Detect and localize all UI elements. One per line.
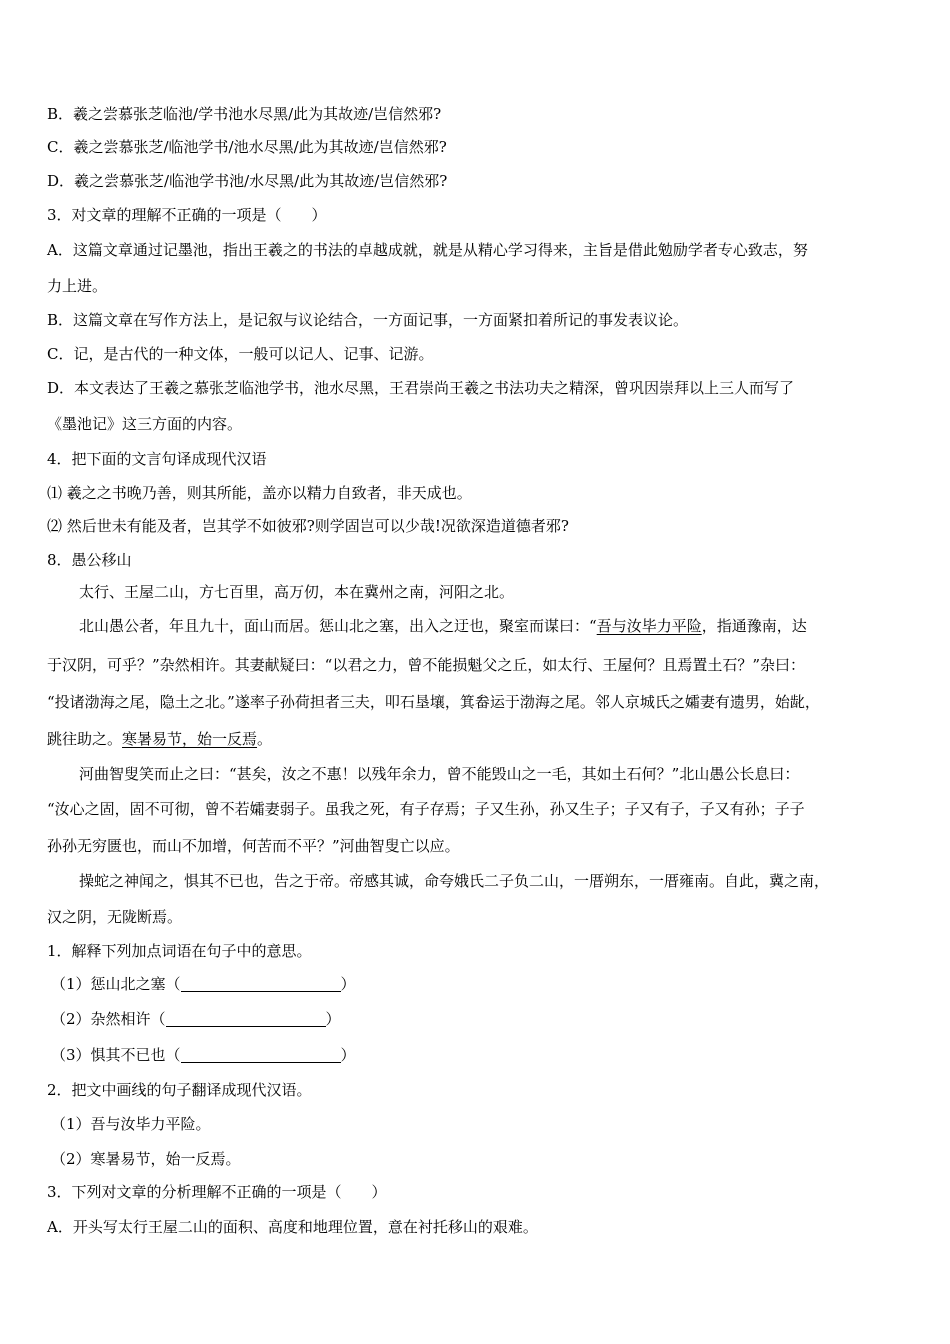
q8-3-option-a: A．开头写太行王屋二山的面积、高度和地理位置，意在衬托移山的艰难。 [47,1218,538,1236]
q3-option-c: C．记，是古代的一种文体，一般可以记人、记事、记游。 [47,345,434,363]
passage-para-2-line2: 于汉阴，可乎？”杂然相许。其妻献疑曰：“以君之力，曾不能损魁父之丘，如太行、王屋何？且焉置土石？”杂曰： [47,656,806,674]
q2-option-d: D．羲之尝慕张芝/临池学书池/水尽黑/此为其故迹/岂信然邪? [47,172,448,190]
q3-option-b: B．这篇文章在写作方法上，是记叙与议论结合，一方面记事，一方面紧扣着所记的事发表议论。 [47,311,689,329]
passage-para-4-line1: 操蛇之神闻之，惧其不已也，告之于帝。帝感其诚，命夸娥氏二子负二山，一厝朔东，一厝雍南。自此，冀之南， [79,872,830,890]
passage-para-3-line3: 孙孙无穷匮也，而山不加增，何苦而不平？”河曲智叟亡以应。 [47,837,460,855]
q8-1-item-1 [51,974,356,994]
passage-para-3-line1: 河曲智叟笑而止之曰：“甚矣，汝之不惠！以残年余力，曾不能毁山之一毛，其如土石何？”北山愚公长息曰： [79,765,800,783]
passage-text: 跳往助之。 [47,730,123,748]
item-close: ） [340,975,356,993]
q8-title: 8．愚公移山 [47,551,132,569]
item-close: ） [340,1046,356,1064]
q2-option-c: C．羲之尝慕张芝/临池学书/池水尽黑/此为其故迹/岂信然邪? [47,138,447,156]
item-text: （3）惧其不已也（ [51,1046,181,1064]
q8-2-item-2: （2）寒暑易节，始一反焉。 [51,1150,241,1168]
item-close: ） [325,1010,341,1028]
q3-option-a-line1: A．这篇文章通过记墨池，指出王羲之的书法的卓越成就，就是从精心学习得来，主旨是借此勉励学者专心致志，努 [47,241,808,259]
q3-stem: 3．对文章的理解不正确的一项是（ ） [47,206,327,224]
passage-text: 。 [257,730,273,748]
q4-sentence-1: ⑴ 羲之之书晚乃善，则其所能，盖亦以精力自致者，非天成也。 [47,484,472,502]
passage-para-3-line2: “汝心之固，固不可彻，曾不若孀妻弱子。虽我之死，有子存焉；子又生孙，孙又生子；子又有子，子又有孙；子子 [47,800,805,818]
passage-para-2-line1 [79,616,807,636]
q3-option-a-line2: 力上进。 [47,277,108,295]
answer-blank[interactable] [181,1048,341,1063]
passage-para-2-line4 [47,729,272,749]
answer-blank[interactable] [166,1012,326,1027]
underlined-sentence-2: 寒暑易节，始一反焉 [122,730,258,748]
passage-text: 北山愚公者，年且九十，面山而居。惩山北之塞，出入之迂也，聚室而谋曰：“ [79,617,597,635]
q8-1-item-3 [51,1045,356,1065]
q4-sentence-2: ⑵ 然后世未有能及者，岂其学不如彼邪?则学固岂可以少哉!况欲深造道德者邪? [47,517,569,535]
q3-option-d-line2: 《墨池记》这三方面的内容。 [47,415,243,433]
q8-1-stem: 1．解释下列加点词语在句子中的意思。 [47,942,312,960]
underlined-sentence-1: 吾与汝毕力平险 [596,617,702,635]
passage-para-4-line2: 汉之阴，无陇断焉。 [47,908,183,926]
q8-3-stem: 3．下列对文章的分析理解不正确的一项是（ ） [47,1183,387,1201]
q8-1-item-2 [51,1009,341,1029]
item-text: （2）杂然相许（ [51,1010,166,1028]
q8-2-item-1: （1）吾与汝毕力平险。 [51,1115,211,1133]
passage-para-1: 太行、王屋二山，方七百里，高万仞，本在冀州之南，河阳之北。 [79,583,515,601]
q2-option-b: B．羲之尝慕张芝临池/学书池水尽黑/此为其故迹/岂信然邪? [47,105,442,123]
passage-para-2-line3: “投诸渤海之尾，隐土之北。”遂率子孙荷担者三夫，叩石垦壤，箕畚运于渤海之尾。邻人京城氏之孀妻有遗男，始龀， [47,693,820,711]
answer-blank[interactable] [181,977,341,992]
passage-text: ，指通豫南，达 [701,617,807,635]
q4-stem: 4．把下面的文言句译成现代汉语 [47,450,267,468]
q3-option-d-line1: D．本文表达了王羲之慕张芝临池学书，池水尽黑，王君崇尚王羲之书法功夫之精深，曾巩因崇拜以上三人而写了 [47,379,795,397]
item-text: （1）惩山北之塞（ [51,975,181,993]
q8-2-stem: 2．把文中画线的句子翻译成现代汉语。 [47,1081,312,1099]
